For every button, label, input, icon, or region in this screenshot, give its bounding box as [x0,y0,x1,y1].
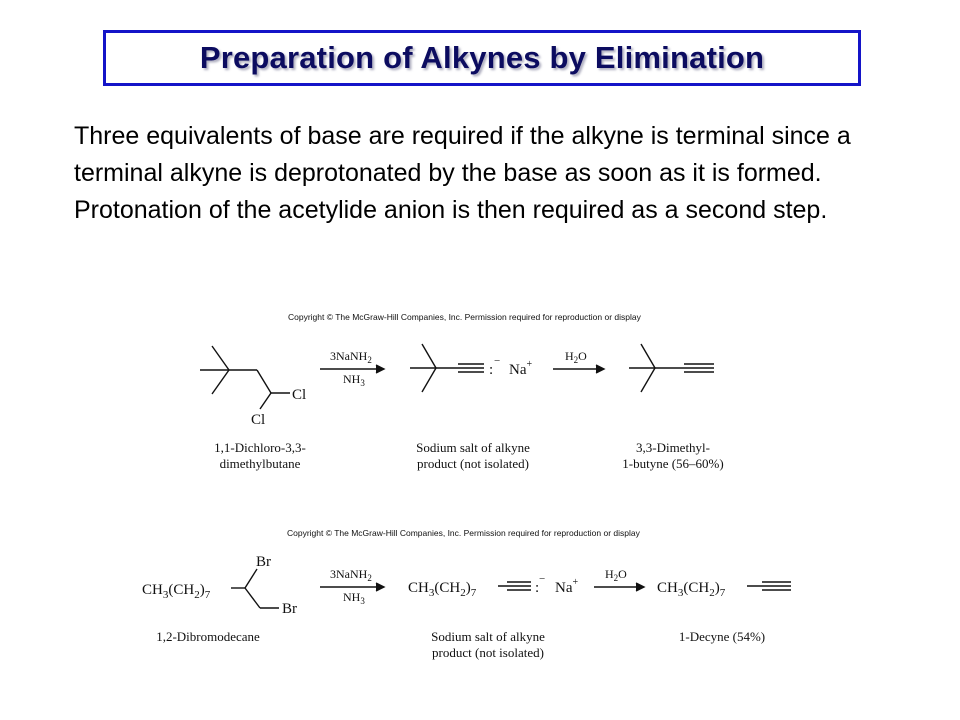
solvent-ammonia: NH [343,590,361,604]
anion-charge: − [539,573,546,585]
anion-lone-pair: : [489,362,494,378]
svg-text:NH3: $NH_3$ [343,590,365,606]
svg-text:CH3(CH2)7: $CH_3(CH_2)_7$ [142,582,211,601]
label-dichlorodimethylbutane-line2: dimethylbutane [219,456,301,471]
dichlorodimethylbutane-structure [200,346,306,428]
label-sodium-salt-line1: Sodium salt of alkyne [416,440,530,455]
reagent-sodium-amide: 3NaNH [330,567,368,581]
slide-title: Preparation of Alkynes by Elimination [199,40,765,75]
label-sodium-salt-line1: Sodium salt of alkyne [431,629,545,644]
label-dichlorodimethylbutane-line1: 1,1-Dichloro-3,3- [214,440,306,455]
reaction2-arrow-1 [320,567,384,606]
anion-lone-pair: : [535,580,540,596]
reaction2-arrow-2 [594,567,644,591]
bromine-atom-top: Br [256,554,271,570]
anion-charge: − [494,355,501,367]
label-sodium-salt-line2: product (not isolated) [432,645,544,660]
sodium-ion: Na [555,580,573,596]
svg-text:Na+: Na+ [509,359,533,378]
dimethylbutyne-structure [629,344,714,392]
paragraph-protonation: Protonation of the acetylide anion is then required as a second step. [74,196,828,224]
svg-text:3NaNH2: 3NaNH$_2$ [330,349,372,365]
paragraph-three-equivalents: Three equivalents of base are required if the alkyne is terminal since a terminal alkyne is deprotonated by the base as soon as it is formed. [74,122,851,187]
chain-ch3: CH [142,582,163,598]
solvent-ammonia: NH [343,372,361,386]
svg-text:H2O: $H_2O$ [565,349,587,365]
decyne-structure [657,580,791,599]
dibromodecane-structure [142,554,297,617]
reaction1-arrow-1 [320,349,384,388]
copyright-notice-1: Copyright © The McGraw-Hill Companies, Inc. Permission required for reproduction or display [288,312,641,322]
chain-ch3: CH [657,580,678,596]
sodium-ion: Na [509,362,527,378]
svg-text:NH3: $NH_3$ [343,372,365,388]
chlorine-atom-bottom: Cl [251,412,266,428]
reagent-sodium-amide: 3NaNH [330,349,368,363]
label-decyne: 1-Decyne (54%) [678,629,766,644]
svg-text:H2O: $H_2O$ [605,567,627,583]
chain-ch3: CH [408,580,429,596]
label-dibromodecane: 1,2-Dibromodecane [156,629,260,644]
svg-text:Na+: Na+ [555,577,579,596]
reaction1-scheme [200,344,724,471]
reaction2-scheme [142,554,791,660]
svg-text:3NaNH2: 3NaNH$_2$ [330,567,372,583]
sodium-acetylide-structure-1 [410,344,533,392]
reaction1-arrow-2 [553,349,604,373]
bromine-atom-bottom: Br [282,601,297,617]
copyright-notice-2: Copyright © The McGraw-Hill Companies, Inc. Permission required for reproduction or display [287,528,640,538]
chlorine-atom-top: Cl [292,387,307,403]
label-sodium-salt-line2: product (not isolated) [417,456,529,471]
reagent-water: H [565,349,574,363]
label-dimethylbutyne-line1: 3,3-Dimethyl- [635,440,711,455]
reagent-water: H [605,567,614,581]
svg-text:CH3(CH2)7: $CH_3(CH_2)_7$ [408,580,477,599]
svg-text:CH3(CH2)7: $CH_3(CH_2)_7$ [657,580,726,599]
label-dimethylbutyne-line2: 1-butyne (56–60%) [622,456,724,471]
sodium-acetylide-structure-2 [408,573,579,599]
